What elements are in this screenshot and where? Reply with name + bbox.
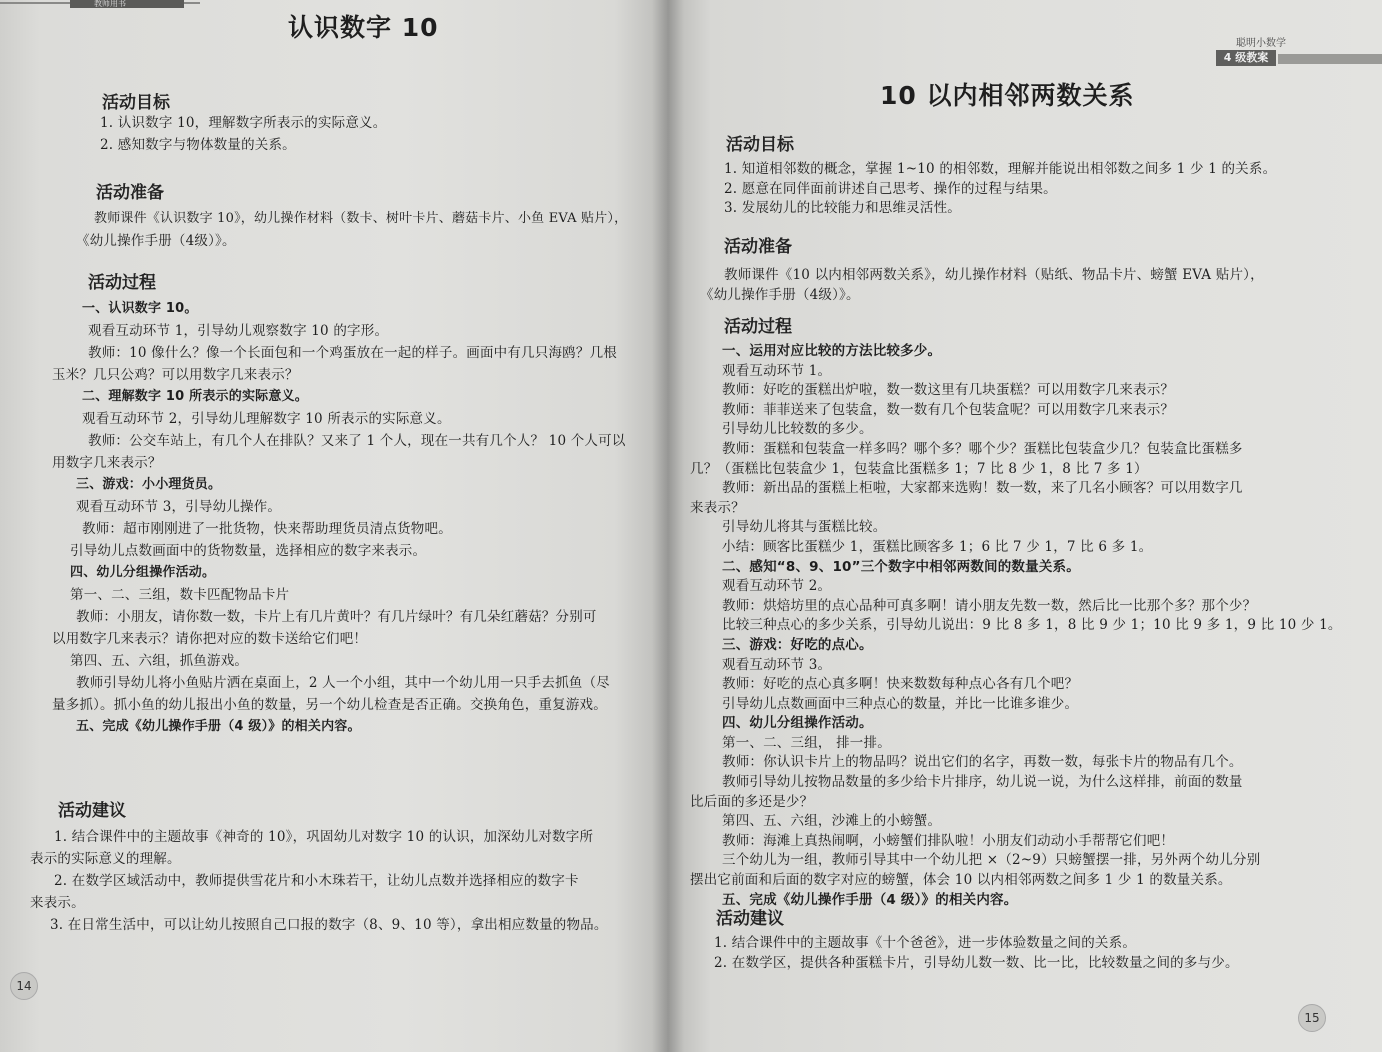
process-line: 比后面的多还是少？ <box>690 793 814 810</box>
process-line: 观看互动环节 3。 <box>722 656 832 673</box>
right-page <box>668 0 1382 1052</box>
prep-line: 教师课件《10 以内相邻两数关系》，幼儿操作材料（贴纸、物品卡片、螃蟹 EVA 贴片）， <box>724 267 1264 283</box>
prep-line: 教师课件《认识数字 10》，幼儿操作材料（数卡、树叶卡片、蘑菇卡片、小鱼 EVA 贴片）， <box>94 211 628 226</box>
process-line: 教师引导幼儿将小鱼贴片洒在桌面上，2 人一个小组，其中一个幼儿用一只手去抓鱼（尽 <box>76 675 610 691</box>
suggest-line: 1. 结合课件中的主题故事《神奇的 10》，巩固幼儿对数字 10 的认识，加深幼儿对数字所 <box>54 829 594 845</box>
process-step-heading: 五、完成《幼儿操作手册（4 级）》的相关内容。 <box>76 719 361 734</box>
suggest-line: 来表示。 <box>30 895 85 911</box>
process-line: 观看互动环节 3，引导幼儿操作。 <box>76 499 282 515</box>
process-line: 观看互动环节 2，引导幼儿理解数字 10 所表示的实际意义。 <box>82 411 451 427</box>
process-line: 教师：小朋友，请你数一数，卡片上有几片黄叶？有几片绿叶？有几朵红蘑菇？分别可 <box>76 609 597 625</box>
process-line: 教师：蛋糕和包装盒一样多吗？哪个多？哪个少？蛋糕比包装盒少几？包装盒比蛋糕多 <box>722 440 1243 457</box>
process-line: 教师：公交车站上，有几个人在排队？又来了 1 个人，现在一共有几个人？ 10 个人可以 <box>88 433 626 449</box>
section-heading-prep: 活动准备 <box>96 183 164 203</box>
goal-line: 3. 发展幼儿的比较能力和思维灵活性。 <box>724 200 961 217</box>
header-tab: 教师用书 <box>70 0 184 8</box>
process-line: 小结：顾客比蛋糕少 1，蛋糕比顾客多 1；6 比 7 少 1，7 比 6 多 1。 <box>722 538 1153 555</box>
process-step-heading: 四、幼儿分组操作活动。 <box>722 715 873 732</box>
suggest-list <box>30 826 608 936</box>
suggest-line: 表示的实际意义的理解。 <box>30 851 181 867</box>
process-line: 教师：10 像什么？像一个长面包和一个鸡蛋放在一起的样子。画面中有几只海鸥？几根 <box>88 345 617 361</box>
left-page <box>0 0 668 1052</box>
page-title: 认识数字 10 <box>288 13 439 42</box>
process-step-heading: 一、运用对应比较的方法比较多少。 <box>722 343 942 359</box>
process-step-heading: 一、认识数字 10。 <box>82 301 198 316</box>
page-header <box>1216 30 1382 70</box>
suggest-line: 2. 在数学区域活动中，教师提供雪花片和小木珠若干，让幼儿点数并选择相应的数字卡 <box>54 873 579 889</box>
section-heading-process: 活动过程 <box>724 317 792 337</box>
process-line: 引导幼儿点数画面中的货物数量，选择相应的数字来表示。 <box>70 543 427 559</box>
process-line: 教师：菲菲送来了包装盒，数一数有几个包装盒呢？可以用数字几来表示？ <box>722 401 1175 418</box>
section-heading-suggest: 活动建议 <box>716 909 784 929</box>
process-line: 摆出它前面和后面的数字对应的螃蟹，体会 10 以内相邻两数之间多 1 少 1 的数量关系。 <box>690 872 1232 889</box>
process-line: 第四、五、六组，沙滩上的小螃蟹。 <box>722 813 942 830</box>
suggest-list <box>714 934 1239 973</box>
process-line: 观看互动环节 1。 <box>722 362 832 379</box>
process-step-heading: 三、游戏：小小理货员。 <box>76 477 222 492</box>
process-line: 教师引导幼儿按物品数量的多少给卡片排序，幼儿说一说，为什么这样排，前面的数量 <box>722 774 1243 791</box>
book-gutter <box>652 0 684 1052</box>
process-step-heading: 四、幼儿分组操作活动。 <box>70 565 216 580</box>
prep-list <box>76 208 627 252</box>
header-series: 聪明小数学 <box>1236 38 1286 49</box>
suggest-line: 3. 在日常生活中，可以让幼儿按照自己口报的数字（8、9、10 等），拿出相应数量的物品。 <box>50 917 608 933</box>
process-line: 教师：烘焙坊里的点心品种可真多啊！请小朋友先数一数，然后比一比那个多？那个少？ <box>722 597 1257 614</box>
process-list <box>52 298 626 738</box>
goal-list <box>724 160 1276 219</box>
process-line: 教师：你认识卡片上的物品吗？说出它们的名字，再数一数，每张卡片的物品有几个。 <box>722 754 1243 771</box>
process-step-heading: 二、理解数字 10 所表示的实际意义。 <box>82 389 308 404</box>
process-line: 引导幼儿比较数的多少。 <box>722 421 873 438</box>
process-line: 教师：好吃的点心真多啊！快来数数每种点心各有几个吧？ <box>722 676 1079 693</box>
goal-line: 2. 感知数字与物体数量的关系。 <box>100 137 296 153</box>
prep-line: 《幼儿操作手册（4级）》。 <box>76 233 236 249</box>
process-line: 引导幼儿将其与蛋糕比较。 <box>722 519 887 536</box>
process-line: 来表示？ <box>690 499 745 516</box>
prep-line: 《幼儿操作手册（4级）》。 <box>700 286 860 303</box>
process-line: 比较三种点心的多少关系，引导幼儿说出：9 比 8 多 1，8 比 9 少 1；10 比 9 多 1，9 比 10 少 1。 <box>722 617 1342 634</box>
process-line: 教师：超市刚刚进了一批货物，快来帮助理货员清点货物吧。 <box>82 521 452 537</box>
process-step-heading: 二、感知“8、9、10”三个数字中相邻两数间的数量关系。 <box>722 558 1080 575</box>
process-line: 第一、二、三组， 排一排。 <box>722 734 891 751</box>
process-step-heading: 五、完成《幼儿操作手册（4 级）》的相关内容。 <box>722 891 1018 908</box>
process-line: 教师：新出品的蛋糕上柜啦，大家都来选购！数一数，来了几名小顾客？可以用数字几 <box>722 480 1243 497</box>
suggest-line: 2. 在数学区，提供各种蛋糕卡片，引导幼儿数一数、比一比，比较数量之间的多与少。 <box>714 954 1239 971</box>
suggest-line: 1. 结合课件中的主题故事《十个爸爸》，进一步体验数量之间的关系。 <box>714 935 1137 951</box>
process-line: 量多抓）。抓小鱼的幼儿报出小鱼的数量，另一个幼儿检查是否正确。交换角色，重复游戏。 <box>52 697 607 713</box>
process-line: 第一、二、三组，数卡匹配物品卡片 <box>70 587 290 603</box>
page-number: 15 <box>1298 1004 1326 1032</box>
process-line: 观看互动环节 1，引导幼儿观察数字 10 的字形。 <box>88 323 389 339</box>
section-heading-process: 活动过程 <box>88 273 156 293</box>
goal-line: 1. 知道相邻数的概念，掌握 1~10 的相邻数，理解并能说出相邻数之间多 1 少 1 的关系。 <box>724 161 1277 177</box>
process-line: 引导幼儿点数画面中三种点心的数量，并比一比谁多谁少。 <box>722 695 1079 712</box>
goal-line: 1. 认识数字 10，理解数字所表示的实际意义。 <box>100 115 387 131</box>
process-line: 教师：好吃的蛋糕出炉啦，数一数这里有几块蛋糕？可以用数字几来表示？ <box>722 382 1175 399</box>
process-step-heading: 三、游戏：好吃的点心。 <box>722 636 873 653</box>
process-line: 教师：海滩上真热闹啊，小螃蟹们排队啦！小朋友们动动小手帮帮它们吧！ <box>722 832 1175 849</box>
section-heading-suggest: 活动建议 <box>58 801 126 821</box>
process-line: 几？（蛋糕比包装盒少 1，包装盒比蛋糕多 1；7 比 8 少 1，8 比 7 多 1） <box>690 460 1148 477</box>
process-line: 第四、五、六组，抓鱼游戏。 <box>70 653 249 669</box>
header-tab: 4 级教案 <box>1216 50 1276 66</box>
page-number: 14 <box>10 972 38 1000</box>
prep-list <box>700 266 1264 305</box>
goal-line: 2. 愿意在同伴面前讲述自己思考、操作的过程与结果。 <box>724 180 1057 197</box>
header-bar <box>1278 54 1382 64</box>
goal-list <box>100 112 386 156</box>
page-title: 10 以内相邻两数关系 <box>880 81 1135 110</box>
process-line: 玉米？几只公鸡？可以用数字几来表示？ <box>52 367 299 383</box>
process-line: 观看互动环节 2。 <box>722 578 832 595</box>
process-list <box>690 342 1342 910</box>
process-line: 用数字几来表示？ <box>52 455 162 471</box>
section-heading-goal: 活动目标 <box>726 135 794 155</box>
section-heading-prep: 活动准备 <box>724 237 792 257</box>
process-line: 以用数字几来表示？请你把对应的数卡送给它们吧！ <box>52 631 368 647</box>
section-heading-goal: 活动目标 <box>102 93 170 113</box>
process-line: 三个幼儿为一组，教师引导其中一个幼儿把 ×（2~9）只螃蟹摆一排，另外两个幼儿分别 <box>722 852 1261 869</box>
